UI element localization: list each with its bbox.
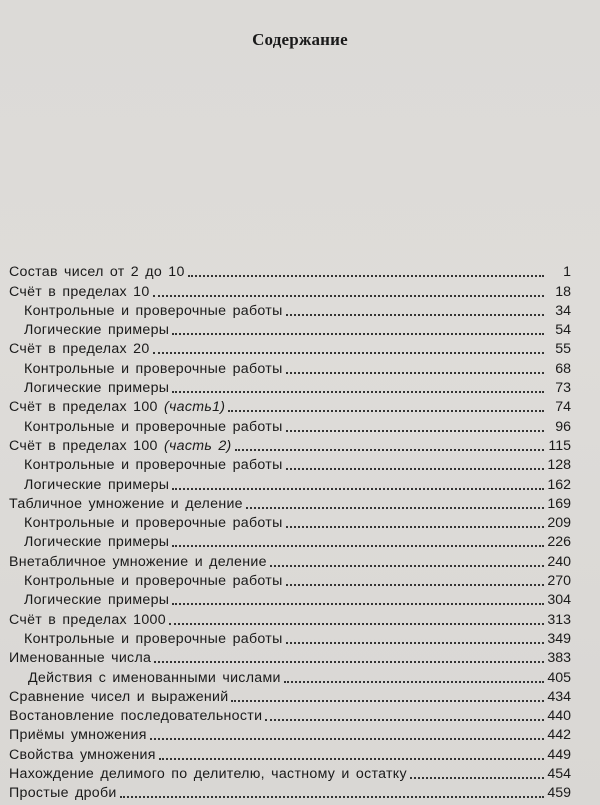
toc-entry-page-number: 55 [555, 341, 571, 358]
toc-entry[interactable] [9, 494, 571, 513]
toc-entry[interactable] [9, 416, 571, 435]
dot-leader [286, 642, 544, 644]
dot-leader [235, 449, 544, 451]
toc-entry-label [9, 747, 156, 764]
toc-entry-page-number: 128 [547, 457, 571, 474]
toc-entry[interactable] [9, 262, 571, 281]
toc-entry-page-number: 209 [547, 515, 571, 532]
toc-entry-page-number: 434 [547, 688, 571, 705]
dot-leader [172, 333, 544, 335]
toc-entry-text: Контрольные и проверочные работы [24, 457, 283, 474]
toc-entry-label [9, 361, 283, 378]
toc-entry-label [9, 477, 169, 494]
toc-entry[interactable] [9, 397, 571, 416]
toc-entry[interactable] [9, 378, 571, 397]
toc-entry-text: Счёт в пределах 10 [9, 283, 150, 300]
toc-entry-label [9, 399, 225, 416]
toc-entry-page-number: 162 [547, 476, 571, 493]
toc-entry-text: Действия с именованными числами [28, 669, 281, 686]
dot-leader [172, 391, 544, 393]
toc-entry-page-number: 18 [555, 283, 571, 300]
dot-leader [159, 758, 544, 760]
toc-entry-label [9, 419, 283, 436]
toc-entry-page-number: 313 [547, 611, 571, 628]
toc-entry-text: Свойства умножения [9, 746, 156, 763]
toc-entry[interactable] [9, 629, 571, 648]
toc-entry-text: Счёт в пределах 100 [9, 437, 158, 454]
dot-leader [188, 275, 544, 277]
dot-leader [172, 545, 544, 547]
toc-entry[interactable] [9, 590, 571, 609]
toc-entry-text: Нахождение делимого по делителю, частному и остатку [9, 766, 407, 783]
toc-entry[interactable] [9, 455, 571, 474]
toc-entry-page-number: 1 [563, 264, 571, 281]
toc-entry-label [9, 380, 169, 397]
dot-leader [153, 352, 544, 354]
dot-leader [286, 526, 544, 528]
toc-entry-text: Логические примеры [24, 380, 170, 397]
dot-leader [265, 719, 544, 721]
page-title: Содержание [252, 30, 348, 49]
toc-entry[interactable] [9, 783, 571, 802]
toc-entry-label [9, 727, 147, 744]
toc-entry-label [9, 303, 283, 320]
toc-entry-label [9, 573, 283, 590]
toc-entry-text: Логические примеры [24, 534, 170, 551]
toc-entry[interactable] [9, 764, 571, 783]
toc-entry-text: Контрольные и проверочные работы [24, 418, 283, 435]
toc-entry-label [9, 264, 185, 281]
dot-leader [169, 623, 544, 625]
toc-entry-page-number: 454 [547, 766, 571, 783]
toc-entry-text: Контрольные и проверочные работы [24, 573, 283, 590]
dot-leader [246, 507, 544, 509]
toc-entry-label [9, 592, 169, 609]
toc-entry-text: Счёт в пределах 20 [9, 341, 150, 358]
toc-entry-page-number: 96 [555, 418, 571, 435]
toc-entry-page-number: 440 [547, 708, 571, 725]
dot-leader [231, 700, 544, 702]
toc-entry-part-note: (часть1) [163, 399, 226, 416]
toc-entry-label [9, 689, 228, 706]
toc-entry-text: Простые дроби [9, 785, 117, 802]
toc-entry-label [9, 341, 150, 358]
toc-entry[interactable] [9, 436, 571, 455]
dot-leader [172, 603, 544, 605]
toc-entry-label [9, 534, 169, 551]
toc-entry[interactable] [9, 687, 571, 706]
toc-entry[interactable] [9, 474, 571, 493]
toc-entry-text: Логические примеры [24, 476, 170, 493]
dot-leader [286, 372, 544, 374]
toc-entry-text: Состав чисел от 2 до 10 [9, 264, 185, 281]
toc-entry[interactable] [9, 281, 571, 300]
toc-entry-page-number: 73 [555, 380, 571, 397]
toc-entry-part-note: (часть 2) [163, 437, 232, 454]
toc-entry-label [9, 515, 283, 532]
toc-entry[interactable] [9, 301, 571, 320]
toc-entry-page-number: 349 [547, 630, 571, 647]
toc-entry[interactable] [9, 648, 571, 667]
toc-entry[interactable] [9, 706, 571, 725]
dot-leader [286, 468, 544, 470]
toc-entry[interactable] [9, 339, 571, 358]
toc-entry[interactable] [9, 532, 571, 551]
toc-entry-page-number: 270 [547, 573, 571, 590]
dot-leader [410, 777, 544, 779]
dot-leader [120, 796, 544, 798]
toc-entry-text: Логические примеры [24, 592, 170, 609]
dot-leader [172, 488, 544, 490]
toc-entry-label [9, 284, 150, 301]
toc-entry-page-number: 442 [547, 727, 571, 744]
toc-entry-text: Счёт в пределах 1000 [9, 611, 166, 628]
toc-entry-label [9, 785, 117, 802]
toc-entry-page-number: 226 [547, 534, 571, 551]
dot-leader [286, 430, 544, 432]
toc-entry-text: Контрольные и проверочные работы [24, 630, 283, 647]
toc-entry-label [9, 457, 283, 474]
toc-entry-page-number: 169 [547, 495, 571, 512]
dot-leader [284, 681, 544, 683]
dot-leader [154, 661, 544, 663]
dot-leader [286, 584, 544, 586]
toc-entry-text: Контрольные и проверочные работы [24, 360, 283, 377]
toc-entry-text: Счёт в пределах 100 [9, 399, 158, 416]
dot-leader [150, 738, 544, 740]
dot-leader [270, 565, 544, 567]
toc-entry-page-number: 68 [555, 360, 571, 377]
dot-leader [153, 295, 544, 297]
toc-entry-page-number: 459 [547, 785, 571, 802]
toc-entry-page-number: 304 [547, 592, 571, 609]
toc-entry[interactable] [9, 725, 571, 744]
toc-entry-label [9, 612, 166, 629]
toc-entry[interactable] [9, 667, 571, 686]
toc-entry-text: Востановление последовательности [9, 708, 263, 725]
toc-entry-page-number: 240 [547, 553, 571, 570]
toc-entry-label [9, 766, 407, 783]
toc-entry-label [9, 496, 243, 513]
toc-entry-page-number: 405 [547, 669, 571, 686]
toc-entry[interactable] [9, 609, 571, 628]
toc-entry-page-number: 449 [547, 746, 571, 763]
toc-entry-page-number: 115 [548, 437, 571, 454]
toc-entry-page-number: 74 [555, 399, 571, 416]
toc-entry-text: Приёмы умножения [9, 727, 147, 744]
toc-entry-page-number: 383 [547, 650, 571, 667]
toc-entry-text: Контрольные и проверочные работы [24, 302, 283, 319]
toc-entry-label [9, 631, 283, 648]
toc-entry[interactable] [9, 358, 571, 377]
toc-entry-label [9, 438, 232, 455]
toc-entry-label [9, 554, 267, 571]
dot-leader [286, 314, 544, 316]
toc-entry-text: Сравнение чисел и выражений [9, 688, 229, 705]
toc-entry[interactable] [9, 513, 571, 532]
toc-entry-label [9, 650, 151, 667]
toc-entry-text: Табличное умножение и деление [9, 495, 243, 512]
toc-entry-page-number: 54 [555, 322, 571, 339]
toc-entry[interactable] [9, 744, 571, 763]
toc-entry[interactable] [9, 571, 571, 590]
toc-entry-page-number: 34 [555, 302, 571, 319]
toc-entry-label [9, 322, 169, 339]
dot-leader [228, 410, 544, 412]
toc-entry-label [9, 670, 281, 687]
toc-entry-text: Именованные числа [9, 650, 152, 667]
toc-entry[interactable] [9, 551, 571, 570]
toc-entry-text: Контрольные и проверочные работы [24, 515, 283, 532]
toc-entry-text: Внетабличное умножение и деление [9, 553, 267, 570]
toc-entry[interactable] [9, 320, 571, 339]
table-of-contents [9, 262, 571, 802]
toc-entry-text: Логические примеры [24, 322, 170, 339]
toc-entry-label [9, 708, 262, 725]
